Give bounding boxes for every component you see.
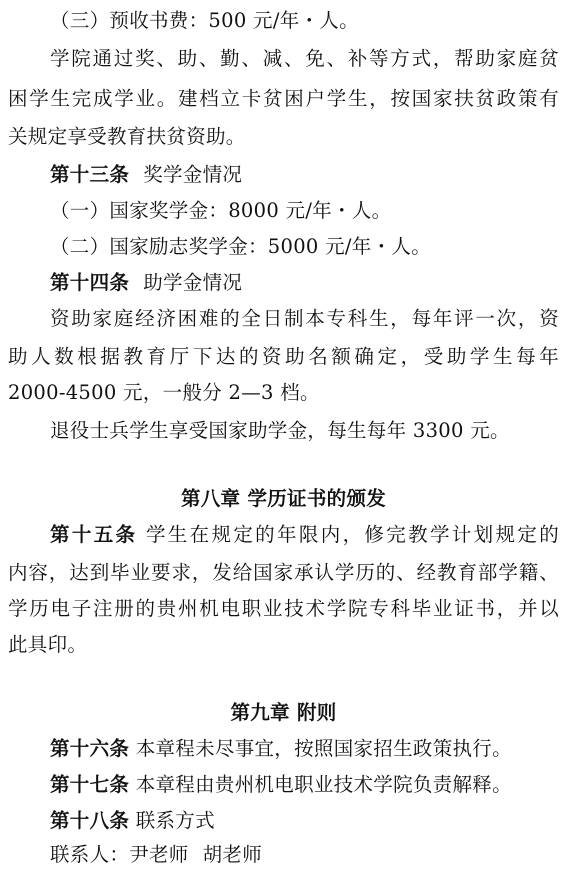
article-16-text: 本章程未尽事宜，按照国家招生政策执行。 [135,737,512,760]
article-15-text: 学生在规定的年限内，修完教学计划规定的 [145,523,559,546]
contact-person-line [50,842,559,868]
article-13-title: 奖学金情况 [143,163,243,186]
article-18-number: 第十八条 [50,809,130,832]
article-15-line-4: 此具印。 [8,633,88,656]
chapter-8-title: 第八章 学历证书的颁发 [180,487,387,510]
grant-paragraph-line-1: 资助家庭经济困难的全日制本专科生，每年评一次，资 [50,307,559,330]
veteran-grant-line: 退役士兵学生享受国家助学金，每生每年 3300 元。 [50,419,510,442]
contact-person-1: 联系人：尹老师 [50,843,189,866]
grant-paragraph-line-3: 2000-4500 元，一般分 2—3 档。 [8,381,320,404]
aid-paragraph-line-3: 关规定享受教育扶贫资助。 [8,125,246,148]
aid-paragraph-line-1: 学院通过奖、助、勤、减、免、补等方式，帮助家庭贫 [50,47,559,70]
article-14-heading [50,270,559,296]
article-14-title: 助学金情况 [143,271,243,294]
national-scholarship-line: （一）国家奖学金：8000 元/年・人。 [50,199,392,222]
article-16-line [50,736,559,762]
grant-paragraph-line-2: 助人数根据教育厅下达的资助名额确定，受助学生每年 [8,345,559,368]
article-15-line-2: 内容，达到毕业要求，发给国家承认学历的、经教育部学籍、 [8,561,559,584]
article-17-number: 第十七条 [50,773,130,796]
article-18-line [50,808,559,834]
article-15-line-1 [50,522,559,548]
aid-paragraph-line-2: 困学生完成学业。建档立卡贫困户学生，按国家扶贫政策有 [8,87,559,110]
article-17-text: 本章程由贵州机电职业技术学院负责解释。 [135,773,512,796]
contact-person-2: 胡老师 [202,843,263,866]
article-18-text: 联系方式 [135,809,215,832]
article-13-heading [50,162,559,188]
article-17-line [50,772,559,798]
encouragement-scholarship-line: （二）国家励志奖学金：5000 元/年・人。 [50,235,431,258]
chapter-9-title: 第九章 附则 [230,701,337,724]
book-fee-line: （三）预收书费：500 元/年・人。 [50,9,359,32]
article-15-line-3: 学历电子注册的贵州机电职业技术学院专科毕业证书，并以 [8,597,559,620]
article-16-number: 第十六条 [50,737,130,760]
article-14-number: 第十四条 [50,271,130,294]
article-13-number: 第十三条 [50,163,130,186]
article-15-number: 第十五条 [50,523,138,546]
